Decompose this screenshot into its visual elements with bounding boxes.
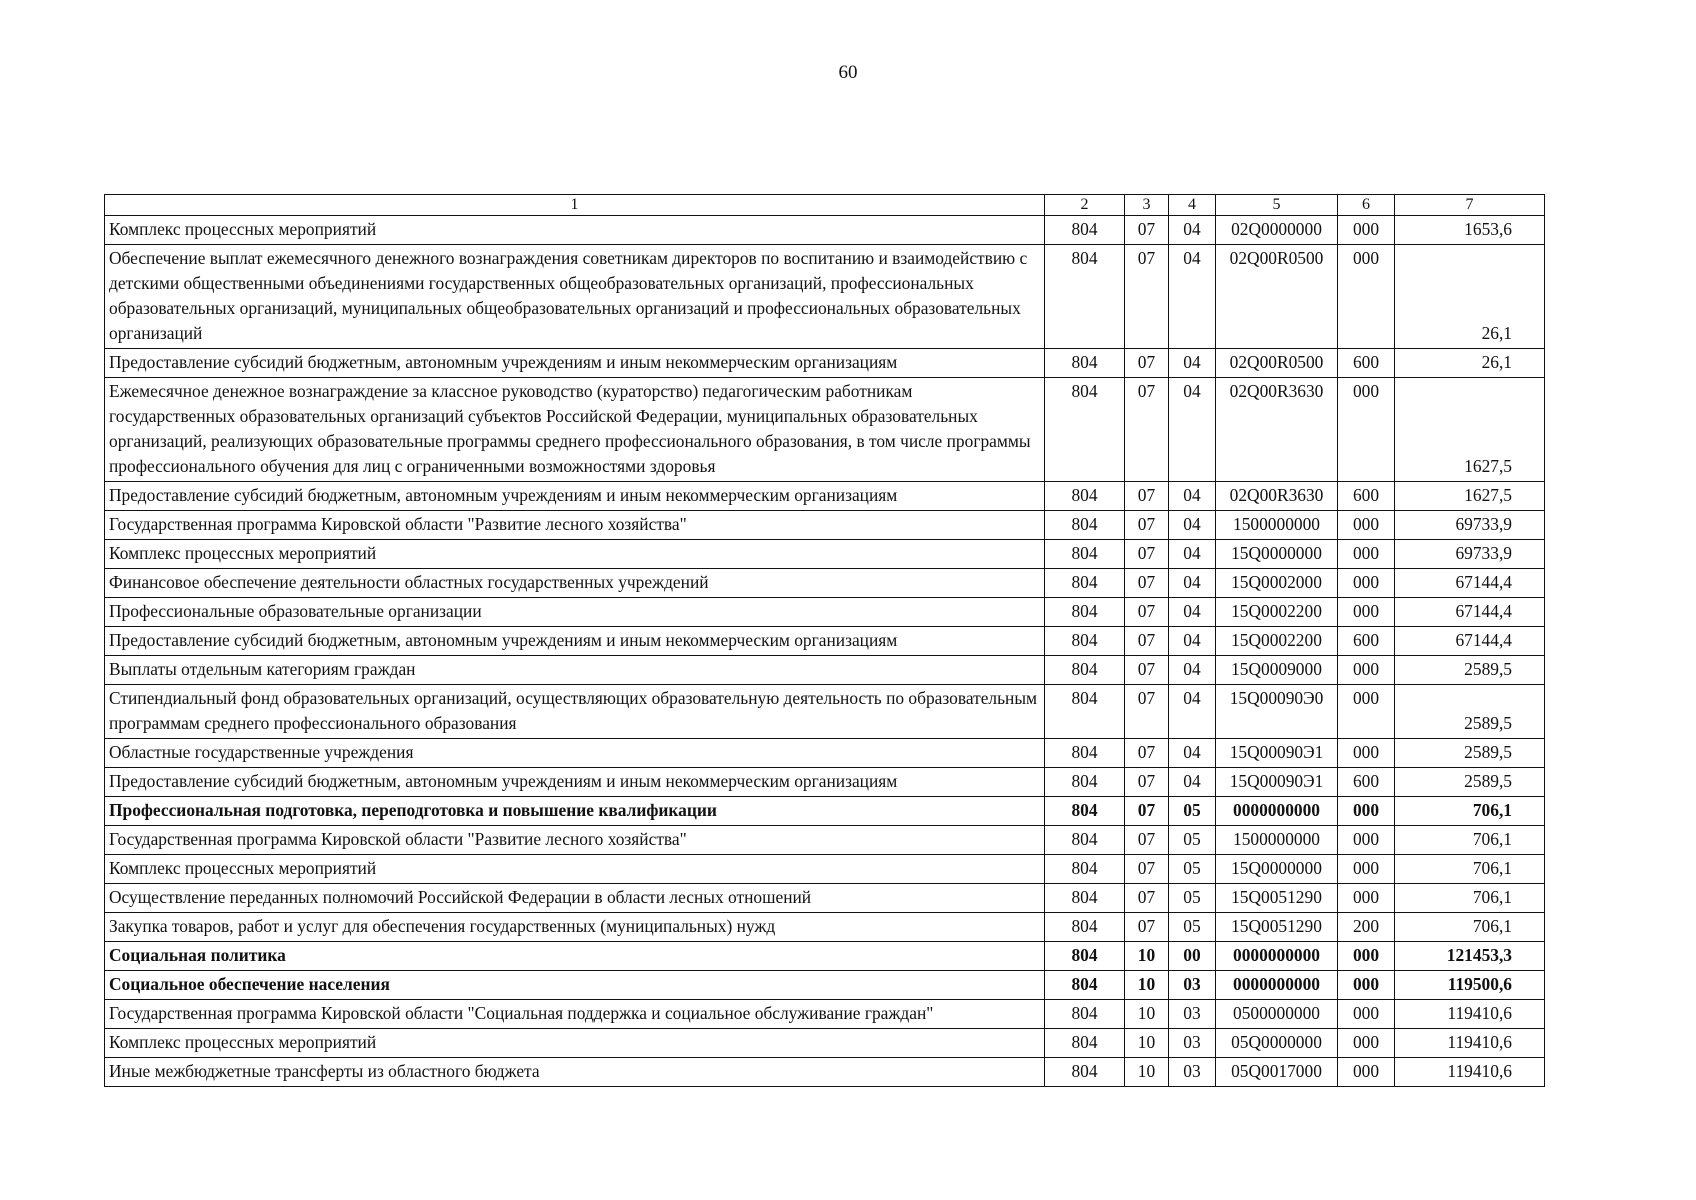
- item-name-cell: Предоставление субсидий бюджетным, автономным учреждениям и иным некоммерческим организациям: [105, 482, 1045, 511]
- expense-type-cell: 600: [1338, 768, 1395, 797]
- subsection-cell: 04: [1169, 245, 1216, 349]
- item-name-cell: Комплекс процессных мероприятий: [105, 855, 1045, 884]
- ved-cell: 804: [1045, 245, 1125, 349]
- amount-cell: 121453,3: [1395, 942, 1545, 971]
- section-cell: 07: [1125, 349, 1169, 378]
- section-cell: 10: [1125, 942, 1169, 971]
- subsection-cell: 04: [1169, 656, 1216, 685]
- item-name-cell: Государственная программа Кировской области "Развитие лесного хозяйства": [105, 826, 1045, 855]
- target-article-cell: 0000000000: [1216, 971, 1338, 1000]
- amount-cell: 69733,9: [1395, 540, 1545, 569]
- budget-table: [104, 194, 1545, 1087]
- subsection-cell: 05: [1169, 797, 1216, 826]
- amount-cell: 1627,5: [1395, 482, 1545, 511]
- expense-type-cell: 600: [1338, 627, 1395, 656]
- target-article-cell: 15Q0002000: [1216, 569, 1338, 598]
- target-article-cell: 0500000000: [1216, 1000, 1338, 1029]
- item-name-cell: Осуществление переданных полномочий Российской Федерации в области лесных отношений: [105, 884, 1045, 913]
- subsection-cell: 03: [1169, 971, 1216, 1000]
- item-name-cell: Областные государственные учреждения: [105, 739, 1045, 768]
- section-cell: 07: [1125, 245, 1169, 349]
- subsection-cell: 04: [1169, 540, 1216, 569]
- expense-type-cell: 000: [1338, 855, 1395, 884]
- amount-cell: 67144,4: [1395, 598, 1545, 627]
- target-article-cell: 02Q00R0500: [1216, 245, 1338, 349]
- amount-cell: 26,1: [1395, 245, 1545, 349]
- target-article-cell: 15Q00090Э1: [1216, 739, 1338, 768]
- item-name-cell: Комплекс процессных мероприятий: [105, 540, 1045, 569]
- subsection-cell: 05: [1169, 884, 1216, 913]
- target-article-cell: 1500000000: [1216, 511, 1338, 540]
- table-row: [105, 1029, 1545, 1058]
- expense-type-cell: 000: [1338, 1000, 1395, 1029]
- ved-cell: 804: [1045, 739, 1125, 768]
- section-cell: 07: [1125, 511, 1169, 540]
- ved-cell: 804: [1045, 349, 1125, 378]
- section-cell: 07: [1125, 482, 1169, 511]
- ved-cell: 804: [1045, 378, 1125, 482]
- item-name-cell: Финансовое обеспечение деятельности областных государственных учреждений: [105, 569, 1045, 598]
- subsection-cell: 03: [1169, 1029, 1216, 1058]
- header-cell: 3: [1125, 195, 1169, 216]
- item-name-cell: Иные межбюджетные трансферты из областного бюджета: [105, 1058, 1045, 1087]
- item-name-cell: Государственная программа Кировской области "Развитие лесного хозяйства": [105, 511, 1045, 540]
- item-name-cell: Предоставление субсидий бюджетным, автономным учреждениям и иным некоммерческим организациям: [105, 768, 1045, 797]
- target-article-cell: 15Q00090Э1: [1216, 768, 1338, 797]
- section-cell: 07: [1125, 855, 1169, 884]
- ved-cell: 804: [1045, 656, 1125, 685]
- amount-cell: 706,1: [1395, 855, 1545, 884]
- subsection-cell: 04: [1169, 768, 1216, 797]
- table-row: [105, 656, 1545, 685]
- target-article-cell: 02Q00R3630: [1216, 378, 1338, 482]
- ved-cell: 804: [1045, 540, 1125, 569]
- ved-cell: 804: [1045, 826, 1125, 855]
- item-name-cell: Социальная политика: [105, 942, 1045, 971]
- table-row: [105, 511, 1545, 540]
- expense-type-cell: 000: [1338, 884, 1395, 913]
- section-cell: 07: [1125, 216, 1169, 245]
- item-name-cell: Стипендиальный фонд образовательных организаций, осуществляющих образовательную деятельность по образовательным программам среднего профессионального образования: [105, 685, 1045, 739]
- target-article-cell: 02Q0000000: [1216, 216, 1338, 245]
- ved-cell: 804: [1045, 216, 1125, 245]
- item-name-cell: Государственная программа Кировской области "Социальная поддержка и социальное обслуживание граждан": [105, 1000, 1045, 1029]
- expense-type-cell: 000: [1338, 942, 1395, 971]
- amount-cell: 69733,9: [1395, 511, 1545, 540]
- table-row: [105, 598, 1545, 627]
- section-cell: 07: [1125, 768, 1169, 797]
- target-article-cell: 0000000000: [1216, 942, 1338, 971]
- amount-cell: 119410,6: [1395, 1000, 1545, 1029]
- target-article-cell: 15Q0002200: [1216, 598, 1338, 627]
- ved-cell: 804: [1045, 884, 1125, 913]
- subsection-cell: 03: [1169, 1058, 1216, 1087]
- table-body: [105, 195, 1545, 1087]
- item-name-cell: Профессиональные образовательные организации: [105, 598, 1045, 627]
- expense-type-cell: 000: [1338, 656, 1395, 685]
- table-row: [105, 942, 1545, 971]
- section-cell: 07: [1125, 540, 1169, 569]
- section-cell: 10: [1125, 1000, 1169, 1029]
- section-cell: 07: [1125, 378, 1169, 482]
- expense-type-cell: 000: [1338, 971, 1395, 1000]
- amount-cell: 706,1: [1395, 797, 1545, 826]
- ved-cell: 804: [1045, 598, 1125, 627]
- table-row: [105, 482, 1545, 511]
- subsection-cell: 04: [1169, 569, 1216, 598]
- subsection-cell: 04: [1169, 378, 1216, 482]
- item-name-cell: Комплекс процессных мероприятий: [105, 216, 1045, 245]
- amount-cell: 2589,5: [1395, 685, 1545, 739]
- ved-cell: 804: [1045, 1058, 1125, 1087]
- table-row: [105, 685, 1545, 739]
- target-article-cell: 02Q00R0500: [1216, 349, 1338, 378]
- item-name-cell: Выплаты отдельным категориям граждан: [105, 656, 1045, 685]
- header-cell: 5: [1216, 195, 1338, 216]
- ved-cell: 804: [1045, 511, 1125, 540]
- expense-type-cell: 600: [1338, 482, 1395, 511]
- item-name-cell: Обеспечение выплат ежемесячного денежного вознаграждения советникам директоров по воспитанию и взаимодействию с детскими общественными объединениями государственных общеобразовательных организаций, профессиональных образовательных организаций, муниципальных общеобразовательных организаций и профессиональных образовательных организаций: [105, 245, 1045, 349]
- amount-cell: 706,1: [1395, 826, 1545, 855]
- ved-cell: 804: [1045, 913, 1125, 942]
- target-article-cell: 05Q0017000: [1216, 1058, 1338, 1087]
- expense-type-cell: 000: [1338, 797, 1395, 826]
- section-cell: 07: [1125, 884, 1169, 913]
- target-article-cell: 15Q0009000: [1216, 656, 1338, 685]
- subsection-cell: 04: [1169, 482, 1216, 511]
- section-cell: 07: [1125, 685, 1169, 739]
- item-name-cell: Профессиональная подготовка, переподготовка и повышение квалификации: [105, 797, 1045, 826]
- table-row: [105, 569, 1545, 598]
- subsection-cell: 04: [1169, 685, 1216, 739]
- expense-type-cell: 000: [1338, 378, 1395, 482]
- target-article-cell: 0000000000: [1216, 797, 1338, 826]
- amount-cell: 67144,4: [1395, 627, 1545, 656]
- table-row: [105, 855, 1545, 884]
- amount-cell: 67144,4: [1395, 569, 1545, 598]
- section-cell: 07: [1125, 913, 1169, 942]
- target-article-cell: 15Q00090Э0: [1216, 685, 1338, 739]
- target-article-cell: 15Q0000000: [1216, 855, 1338, 884]
- item-name-cell: Ежемесячное денежное вознаграждение за классное руководство (кураторство) педагогическим работникам государственных образовательных организаций субъектов Российской Федерации, муниципальных образовательных организаций, реализующих образовательные программы среднего профессионального образования, в том числе программы профессионального обучения для лиц с ограниченными возможностями здоровья: [105, 378, 1045, 482]
- table-row: [105, 826, 1545, 855]
- ved-cell: 804: [1045, 627, 1125, 656]
- target-article-cell: 15Q0002200: [1216, 627, 1338, 656]
- item-name-cell: Предоставление субсидий бюджетным, автономным учреждениям и иным некоммерческим организациям: [105, 627, 1045, 656]
- table-row: [105, 1000, 1545, 1029]
- ved-cell: 804: [1045, 942, 1125, 971]
- expense-type-cell: 200: [1338, 913, 1395, 942]
- section-cell: 10: [1125, 971, 1169, 1000]
- section-cell: 10: [1125, 1058, 1169, 1087]
- section-cell: 07: [1125, 656, 1169, 685]
- amount-cell: 2589,5: [1395, 739, 1545, 768]
- table-row: [105, 216, 1545, 245]
- table-row: [105, 971, 1545, 1000]
- ved-cell: 804: [1045, 685, 1125, 739]
- expense-type-cell: 000: [1338, 598, 1395, 627]
- section-cell: 10: [1125, 1029, 1169, 1058]
- subsection-cell: 04: [1169, 349, 1216, 378]
- header-cell: 2: [1045, 195, 1125, 216]
- ved-cell: 804: [1045, 797, 1125, 826]
- table-row: [105, 349, 1545, 378]
- table-row: [105, 884, 1545, 913]
- expense-type-cell: 600: [1338, 349, 1395, 378]
- ved-cell: 804: [1045, 768, 1125, 797]
- section-cell: 07: [1125, 826, 1169, 855]
- ved-cell: 804: [1045, 855, 1125, 884]
- item-name-cell: Закупка товаров, работ и услуг для обеспечения государственных (муниципальных) нужд: [105, 913, 1045, 942]
- subsection-cell: 04: [1169, 598, 1216, 627]
- subsection-cell: 04: [1169, 216, 1216, 245]
- subsection-cell: 04: [1169, 739, 1216, 768]
- amount-cell: 26,1: [1395, 349, 1545, 378]
- expense-type-cell: 000: [1338, 245, 1395, 349]
- table-row: [105, 913, 1545, 942]
- expense-type-cell: 000: [1338, 826, 1395, 855]
- ved-cell: 804: [1045, 1029, 1125, 1058]
- item-name-cell: Социальное обеспечение населения: [105, 971, 1045, 1000]
- subsection-cell: 03: [1169, 1000, 1216, 1029]
- table-row: [105, 378, 1545, 482]
- subsection-cell: 00: [1169, 942, 1216, 971]
- header-cell: 1: [105, 195, 1045, 216]
- expense-type-cell: 000: [1338, 739, 1395, 768]
- table-row: [105, 739, 1545, 768]
- subsection-cell: 05: [1169, 913, 1216, 942]
- table-row: [105, 245, 1545, 349]
- expense-type-cell: 000: [1338, 511, 1395, 540]
- table-row: [105, 627, 1545, 656]
- table-row: [105, 1058, 1545, 1087]
- target-article-cell: 05Q0000000: [1216, 1029, 1338, 1058]
- amount-cell: 706,1: [1395, 913, 1545, 942]
- expense-type-cell: 000: [1338, 685, 1395, 739]
- header-cell: 4: [1169, 195, 1216, 216]
- section-cell: 07: [1125, 739, 1169, 768]
- page-number: 60: [838, 62, 858, 83]
- subsection-cell: 05: [1169, 855, 1216, 884]
- ved-cell: 804: [1045, 569, 1125, 598]
- section-cell: 07: [1125, 598, 1169, 627]
- expense-type-cell: 000: [1338, 1029, 1395, 1058]
- target-article-cell: 1500000000: [1216, 826, 1338, 855]
- ved-cell: 804: [1045, 482, 1125, 511]
- header-row: [105, 195, 1545, 216]
- amount-cell: 2589,5: [1395, 656, 1545, 685]
- subsection-cell: 04: [1169, 511, 1216, 540]
- target-article-cell: 15Q0051290: [1216, 913, 1338, 942]
- item-name-cell: Предоставление субсидий бюджетным, автономным учреждениям и иным некоммерческим организациям: [105, 349, 1045, 378]
- table-row: [105, 540, 1545, 569]
- section-cell: 07: [1125, 569, 1169, 598]
- table-row: [105, 768, 1545, 797]
- expense-type-cell: 000: [1338, 216, 1395, 245]
- ved-cell: 804: [1045, 971, 1125, 1000]
- header-cell: 6: [1338, 195, 1395, 216]
- amount-cell: 2589,5: [1395, 768, 1545, 797]
- target-article-cell: 02Q00R3630: [1216, 482, 1338, 511]
- subsection-cell: 05: [1169, 826, 1216, 855]
- item-name-cell: Комплекс процессных мероприятий: [105, 1029, 1045, 1058]
- amount-cell: 706,1: [1395, 884, 1545, 913]
- subsection-cell: 04: [1169, 627, 1216, 656]
- target-article-cell: 15Q0051290: [1216, 884, 1338, 913]
- expense-type-cell: 000: [1338, 569, 1395, 598]
- amount-cell: 119500,6: [1395, 971, 1545, 1000]
- section-cell: 07: [1125, 797, 1169, 826]
- target-article-cell: 15Q0000000: [1216, 540, 1338, 569]
- amount-cell: 119410,6: [1395, 1058, 1545, 1087]
- amount-cell: 1653,6: [1395, 216, 1545, 245]
- amount-cell: 119410,6: [1395, 1029, 1545, 1058]
- section-cell: 07: [1125, 627, 1169, 656]
- amount-cell: 1627,5: [1395, 378, 1545, 482]
- header-cell: 7: [1395, 195, 1545, 216]
- ved-cell: 804: [1045, 1000, 1125, 1029]
- expense-type-cell: 000: [1338, 540, 1395, 569]
- table-row: [105, 797, 1545, 826]
- expense-type-cell: 000: [1338, 1058, 1395, 1087]
